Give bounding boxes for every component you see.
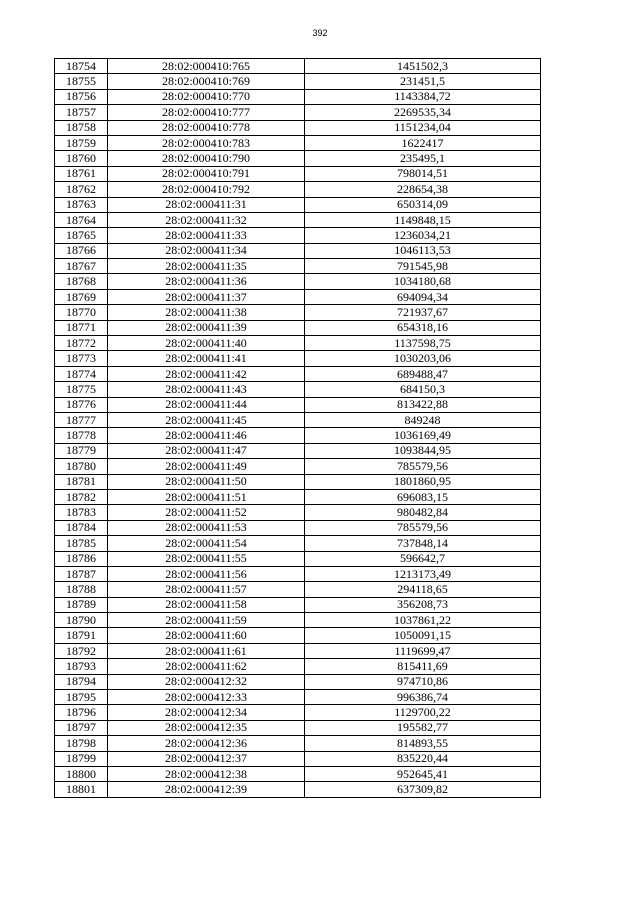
cadastral-value-cell: 1236034,21	[305, 228, 541, 243]
cadastral-value-cell: 1030203,06	[305, 351, 541, 366]
cadastral-value-cell: 1213173,49	[305, 566, 541, 581]
table-row	[55, 551, 541, 566]
table-row	[55, 628, 541, 643]
table-row	[55, 366, 541, 381]
table-row	[55, 489, 541, 504]
table-row	[55, 720, 541, 735]
cadastral-number-cell: 28:02:000410:769	[108, 74, 305, 89]
cadastral-number-cell: 28:02:000411:43	[108, 382, 305, 397]
row-number-cell: 18765	[55, 228, 108, 243]
cadastral-number-cell: 28:02:000412:36	[108, 736, 305, 751]
table-row	[55, 459, 541, 474]
table-row	[55, 120, 541, 135]
row-number-cell: 18790	[55, 613, 108, 628]
cadastral-value-cell: 1451502,3	[305, 59, 541, 74]
cadastral-number-cell: 28:02:000411:57	[108, 582, 305, 597]
row-number-cell: 18783	[55, 505, 108, 520]
table-row	[55, 228, 541, 243]
cadastral-number-cell: 28:02:000412:33	[108, 690, 305, 705]
cadastral-number-cell: 28:02:000411:40	[108, 336, 305, 351]
cadastral-number-cell: 28:02:000410:783	[108, 135, 305, 150]
cadastral-value-cell: 1093844,95	[305, 443, 541, 458]
cadastral-value-cell: 1036169,49	[305, 428, 541, 443]
cadastral-value-cell: 835220,44	[305, 751, 541, 766]
cadastral-value-cell: 356208,73	[305, 597, 541, 612]
cadastral-number-cell: 28:02:000410:770	[108, 89, 305, 104]
cadastral-number-cell: 28:02:000411:56	[108, 566, 305, 581]
cadastral-value-cell: 1622417	[305, 135, 541, 150]
table-row	[55, 305, 541, 320]
row-number-cell: 18766	[55, 243, 108, 258]
table-row	[55, 74, 541, 89]
cadastral-value-cell: 1050091,15	[305, 628, 541, 643]
table-row	[55, 613, 541, 628]
row-number-cell: 18778	[55, 428, 108, 443]
cadastral-value-cell: 785579,56	[305, 520, 541, 535]
table-row	[55, 782, 541, 797]
row-number-cell: 18761	[55, 166, 108, 181]
cadastral-value-cell: 814893,55	[305, 736, 541, 751]
table-row	[55, 351, 541, 366]
cadastral-number-cell: 28:02:000410:777	[108, 105, 305, 120]
table-row	[55, 259, 541, 274]
cadastral-value-cell: 637309,82	[305, 782, 541, 797]
cadastral-number-cell: 28:02:000411:54	[108, 536, 305, 551]
row-number-cell: 18797	[55, 720, 108, 735]
row-number-cell: 18780	[55, 459, 108, 474]
row-number-cell: 18763	[55, 197, 108, 212]
cadastral-number-cell: 28:02:000411:51	[108, 489, 305, 504]
cadastral-number-cell: 28:02:000411:35	[108, 259, 305, 274]
row-number-cell: 18794	[55, 674, 108, 689]
row-number-cell: 18774	[55, 366, 108, 381]
table-row	[55, 659, 541, 674]
table-body	[55, 59, 541, 798]
cadastral-value-cell: 654318,16	[305, 320, 541, 335]
row-number-cell: 18795	[55, 690, 108, 705]
table-row	[55, 212, 541, 227]
table-row	[55, 505, 541, 520]
cadastral-number-cell: 28:02:000411:62	[108, 659, 305, 674]
cadastral-number-cell: 28:02:000411:55	[108, 551, 305, 566]
row-number-cell: 18775	[55, 382, 108, 397]
cadastral-number-cell: 28:02:000410:765	[108, 59, 305, 74]
table-row	[55, 382, 541, 397]
table-row	[55, 643, 541, 658]
row-number-cell: 18799	[55, 751, 108, 766]
cadastral-value-cell: 1037861,22	[305, 613, 541, 628]
table-row	[55, 566, 541, 581]
cadastral-number-cell: 28:02:000411:46	[108, 428, 305, 443]
cadastral-number-cell: 28:02:000411:36	[108, 274, 305, 289]
row-number-cell: 18773	[55, 351, 108, 366]
cadastral-number-cell: 28:02:000411:50	[108, 474, 305, 489]
cadastral-number-cell: 28:02:000411:61	[108, 643, 305, 658]
table-row	[55, 105, 541, 120]
row-number-cell: 18781	[55, 474, 108, 489]
table-row	[55, 182, 541, 197]
cadastral-value-cell: 849248	[305, 412, 541, 427]
row-number-cell: 18796	[55, 705, 108, 720]
row-number-cell: 18770	[55, 305, 108, 320]
row-number-cell: 18784	[55, 520, 108, 535]
row-number-cell: 18793	[55, 659, 108, 674]
table-row	[55, 736, 541, 751]
row-number-cell: 18791	[55, 628, 108, 643]
cadastral-number-cell: 28:02:000411:49	[108, 459, 305, 474]
cadastral-value-cell: 684150,3	[305, 382, 541, 397]
cadastral-value-cell: 694094,34	[305, 289, 541, 304]
cadastral-number-cell: 28:02:000412:37	[108, 751, 305, 766]
cadastral-value-cell: 996386,74	[305, 690, 541, 705]
row-number-cell: 18764	[55, 212, 108, 227]
cadastral-value-cell: 737848,14	[305, 536, 541, 551]
table-row	[55, 520, 541, 535]
table-row	[55, 166, 541, 181]
cadastral-number-cell: 28:02:000412:34	[108, 705, 305, 720]
cadastral-value-cell: 195582,77	[305, 720, 541, 735]
cadastral-number-cell: 28:02:000412:35	[108, 720, 305, 735]
cadastral-number-cell: 28:02:000411:52	[108, 505, 305, 520]
cadastral-number-cell: 28:02:000411:58	[108, 597, 305, 612]
cadastral-number-cell: 28:02:000411:37	[108, 289, 305, 304]
cadastral-number-cell: 28:02:000411:59	[108, 613, 305, 628]
row-number-cell: 18757	[55, 105, 108, 120]
cadastral-number-cell: 28:02:000411:31	[108, 197, 305, 212]
table-row	[55, 197, 541, 212]
cadastral-number-cell: 28:02:000411:41	[108, 351, 305, 366]
row-number-cell: 18789	[55, 597, 108, 612]
cadastral-value-cell: 696083,15	[305, 489, 541, 504]
cadastral-number-cell: 28:02:000412:39	[108, 782, 305, 797]
cadastral-number-cell: 28:02:000411:39	[108, 320, 305, 335]
cadastral-value-cell: 1119699,47	[305, 643, 541, 658]
row-number-cell: 18801	[55, 782, 108, 797]
table-row	[55, 705, 541, 720]
cadastral-value-cell: 1137598,75	[305, 336, 541, 351]
cadastral-value-cell: 235495,1	[305, 151, 541, 166]
cadastral-number-cell: 28:02:000411:32	[108, 212, 305, 227]
cadastral-number-cell: 28:02:000411:34	[108, 243, 305, 258]
cadastral-value-cell: 785579,56	[305, 459, 541, 474]
cadastral-value-cell: 798014,51	[305, 166, 541, 181]
table-row	[55, 751, 541, 766]
cadastral-number-cell: 28:02:000411:47	[108, 443, 305, 458]
table-row	[55, 536, 541, 551]
table-row	[55, 89, 541, 104]
row-number-cell: 18800	[55, 766, 108, 781]
table-row	[55, 690, 541, 705]
table-row	[55, 443, 541, 458]
cadastral-number-cell: 28:02:000410:791	[108, 166, 305, 181]
cadastral-value-cell: 815411,69	[305, 659, 541, 674]
cadastral-number-cell: 28:02:000410:778	[108, 120, 305, 135]
table-row	[55, 151, 541, 166]
table-row	[55, 135, 541, 150]
row-number-cell: 18776	[55, 397, 108, 412]
row-number-cell: 18758	[55, 120, 108, 135]
cadastral-value-cell: 231451,5	[305, 74, 541, 89]
row-number-cell: 18788	[55, 582, 108, 597]
table-row	[55, 412, 541, 427]
cadastral-value-cell: 791545,98	[305, 259, 541, 274]
table-row	[55, 289, 541, 304]
row-number-cell: 18771	[55, 320, 108, 335]
table-row	[55, 766, 541, 781]
table-row	[55, 243, 541, 258]
cadastral-number-cell: 28:02:000411:33	[108, 228, 305, 243]
table-row	[55, 59, 541, 74]
row-number-cell: 18782	[55, 489, 108, 504]
cadastral-value-cell: 1129700,22	[305, 705, 541, 720]
row-number-cell: 18785	[55, 536, 108, 551]
row-number-cell: 18756	[55, 89, 108, 104]
row-number-cell: 18754	[55, 59, 108, 74]
cadastral-number-cell: 28:02:000411:60	[108, 628, 305, 643]
cadastral-value-cell: 228654,38	[305, 182, 541, 197]
table-row	[55, 582, 541, 597]
cadastral-number-cell: 28:02:000411:53	[108, 520, 305, 535]
cadastral-value-cell: 689488,47	[305, 366, 541, 381]
table-row	[55, 320, 541, 335]
row-number-cell: 18777	[55, 412, 108, 427]
cadastral-number-cell: 28:02:000410:792	[108, 182, 305, 197]
row-number-cell: 18767	[55, 259, 108, 274]
row-number-cell: 18787	[55, 566, 108, 581]
table-row	[55, 336, 541, 351]
cadastral-number-cell: 28:02:000411:38	[108, 305, 305, 320]
cadastral-value-cell: 596642,7	[305, 551, 541, 566]
table-row	[55, 397, 541, 412]
cadastral-value-cell: 294118,65	[305, 582, 541, 597]
row-number-cell: 18798	[55, 736, 108, 751]
row-number-cell: 18769	[55, 289, 108, 304]
cadastral-number-cell: 28:02:000411:42	[108, 366, 305, 381]
cadastral-value-cell: 1034180,68	[305, 274, 541, 289]
cadastral-value-cell: 2269535,34	[305, 105, 541, 120]
table-row	[55, 428, 541, 443]
row-number-cell: 18772	[55, 336, 108, 351]
cadastral-value-cell: 952645,41	[305, 766, 541, 781]
cadastral-value-cell: 1149848,15	[305, 212, 541, 227]
cadastral-value-cell: 1143384,72	[305, 89, 541, 104]
cadastral-value-cell: 974710,86	[305, 674, 541, 689]
row-number-cell: 18786	[55, 551, 108, 566]
cadastral-number-cell: 28:02:000412:32	[108, 674, 305, 689]
row-number-cell: 18779	[55, 443, 108, 458]
row-number-cell: 18768	[55, 274, 108, 289]
cadastral-value-table	[54, 58, 541, 798]
row-number-cell: 18760	[55, 151, 108, 166]
cadastral-number-cell: 28:02:000410:790	[108, 151, 305, 166]
row-number-cell: 18755	[55, 74, 108, 89]
cadastral-value-cell: 980482,84	[305, 505, 541, 520]
cadastral-value-cell: 1151234,04	[305, 120, 541, 135]
page-number: 392	[312, 28, 328, 38]
cadastral-value-cell: 721937,67	[305, 305, 541, 320]
cadastral-number-cell: 28:02:000411:44	[108, 397, 305, 412]
row-number-cell: 18759	[55, 135, 108, 150]
cadastral-number-cell: 28:02:000412:38	[108, 766, 305, 781]
row-number-cell: 18762	[55, 182, 108, 197]
row-number-cell: 18792	[55, 643, 108, 658]
table-row	[55, 674, 541, 689]
table-row	[55, 597, 541, 612]
cadastral-number-cell: 28:02:000411:45	[108, 412, 305, 427]
cadastral-value-cell: 1046113,53	[305, 243, 541, 258]
cadastral-value-cell: 1801860,95	[305, 474, 541, 489]
cadastral-value-cell: 813422,88	[305, 397, 541, 412]
table-row	[55, 274, 541, 289]
table-row	[55, 474, 541, 489]
cadastral-value-cell: 650314,09	[305, 197, 541, 212]
